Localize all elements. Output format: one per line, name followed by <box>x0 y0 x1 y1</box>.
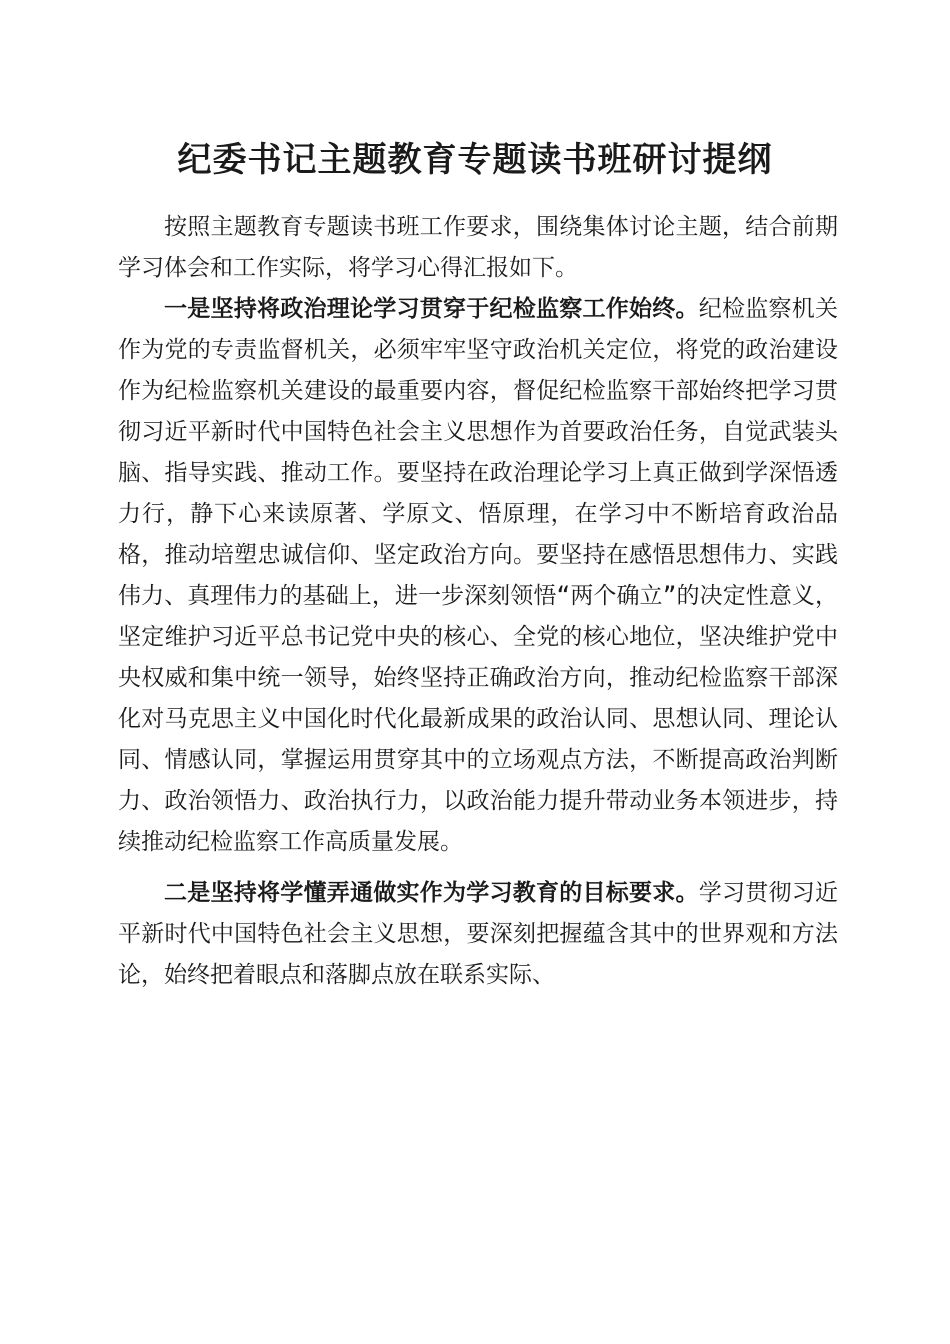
paragraph-text: 学习贯彻习近平新时代中国特色社会主义思想，要深刻把握蕴含其中的世界观和方法论，始终把着眼点和落脚点放在联系实际、 <box>118 880 838 988</box>
paragraph-text: 纪检监察机关作为党的专责监督机关，必须牢牢坚守政治机关定位，将党的政治建设作为纪检监察机关建设的最重要内容，督促纪检监察干部始终把学习贯彻习近平新时代中国特色社会主义思想作为首要政治任务，自觉武装头脑、指导实践、推动工作。要坚持在政治理论学习上真正做到学深悟透力行，静下心来读原著、学原文、悟原理，在学习中不断培育政治品格，推动培塑忠诚信仰、坚定政治方向。要坚持在感悟思想伟力、实践伟力、真理伟力的基础上，进一步深刻领悟“两个确立”的决定性意义，坚定维护习近平总书记党中央的核心、全党的核心地位，坚决维护党中央权威和集中统一领导，始终坚持正确政治方向，推动纪检监察干部深化对马克思主义中国化时代化最新成果的政治认同、思想认同、理论认同、情感认同，掌握运用贯穿其中的立场观点方法，不断提高政治判断力、政治领悟力、政治执行力，以政治能力提升带动业务本领进步，持续推动纪检监察工作高质量发展。 <box>118 296 838 855</box>
document-title: 纪委书记主题教育专题读书班研讨提纲 <box>177 140 773 180</box>
paragraph-point-one <box>118 289 838 863</box>
paragraph-intro <box>118 207 838 289</box>
paragraph-lead: 二是坚持将学懂弄通做实作为学习教育的目标要求。 <box>164 880 699 906</box>
document-body <box>118 207 838 996</box>
paragraph-point-two <box>118 873 838 996</box>
paragraph-text: 按照主题教育专题读书班工作要求，围绕集体讨论主题，结合前期学习体会和工作实际，将学习心得汇报如下。 <box>118 214 838 281</box>
paragraph-lead: 一是坚持将政治理论学习贯穿于纪检监察工作始终。 <box>164 296 699 322</box>
